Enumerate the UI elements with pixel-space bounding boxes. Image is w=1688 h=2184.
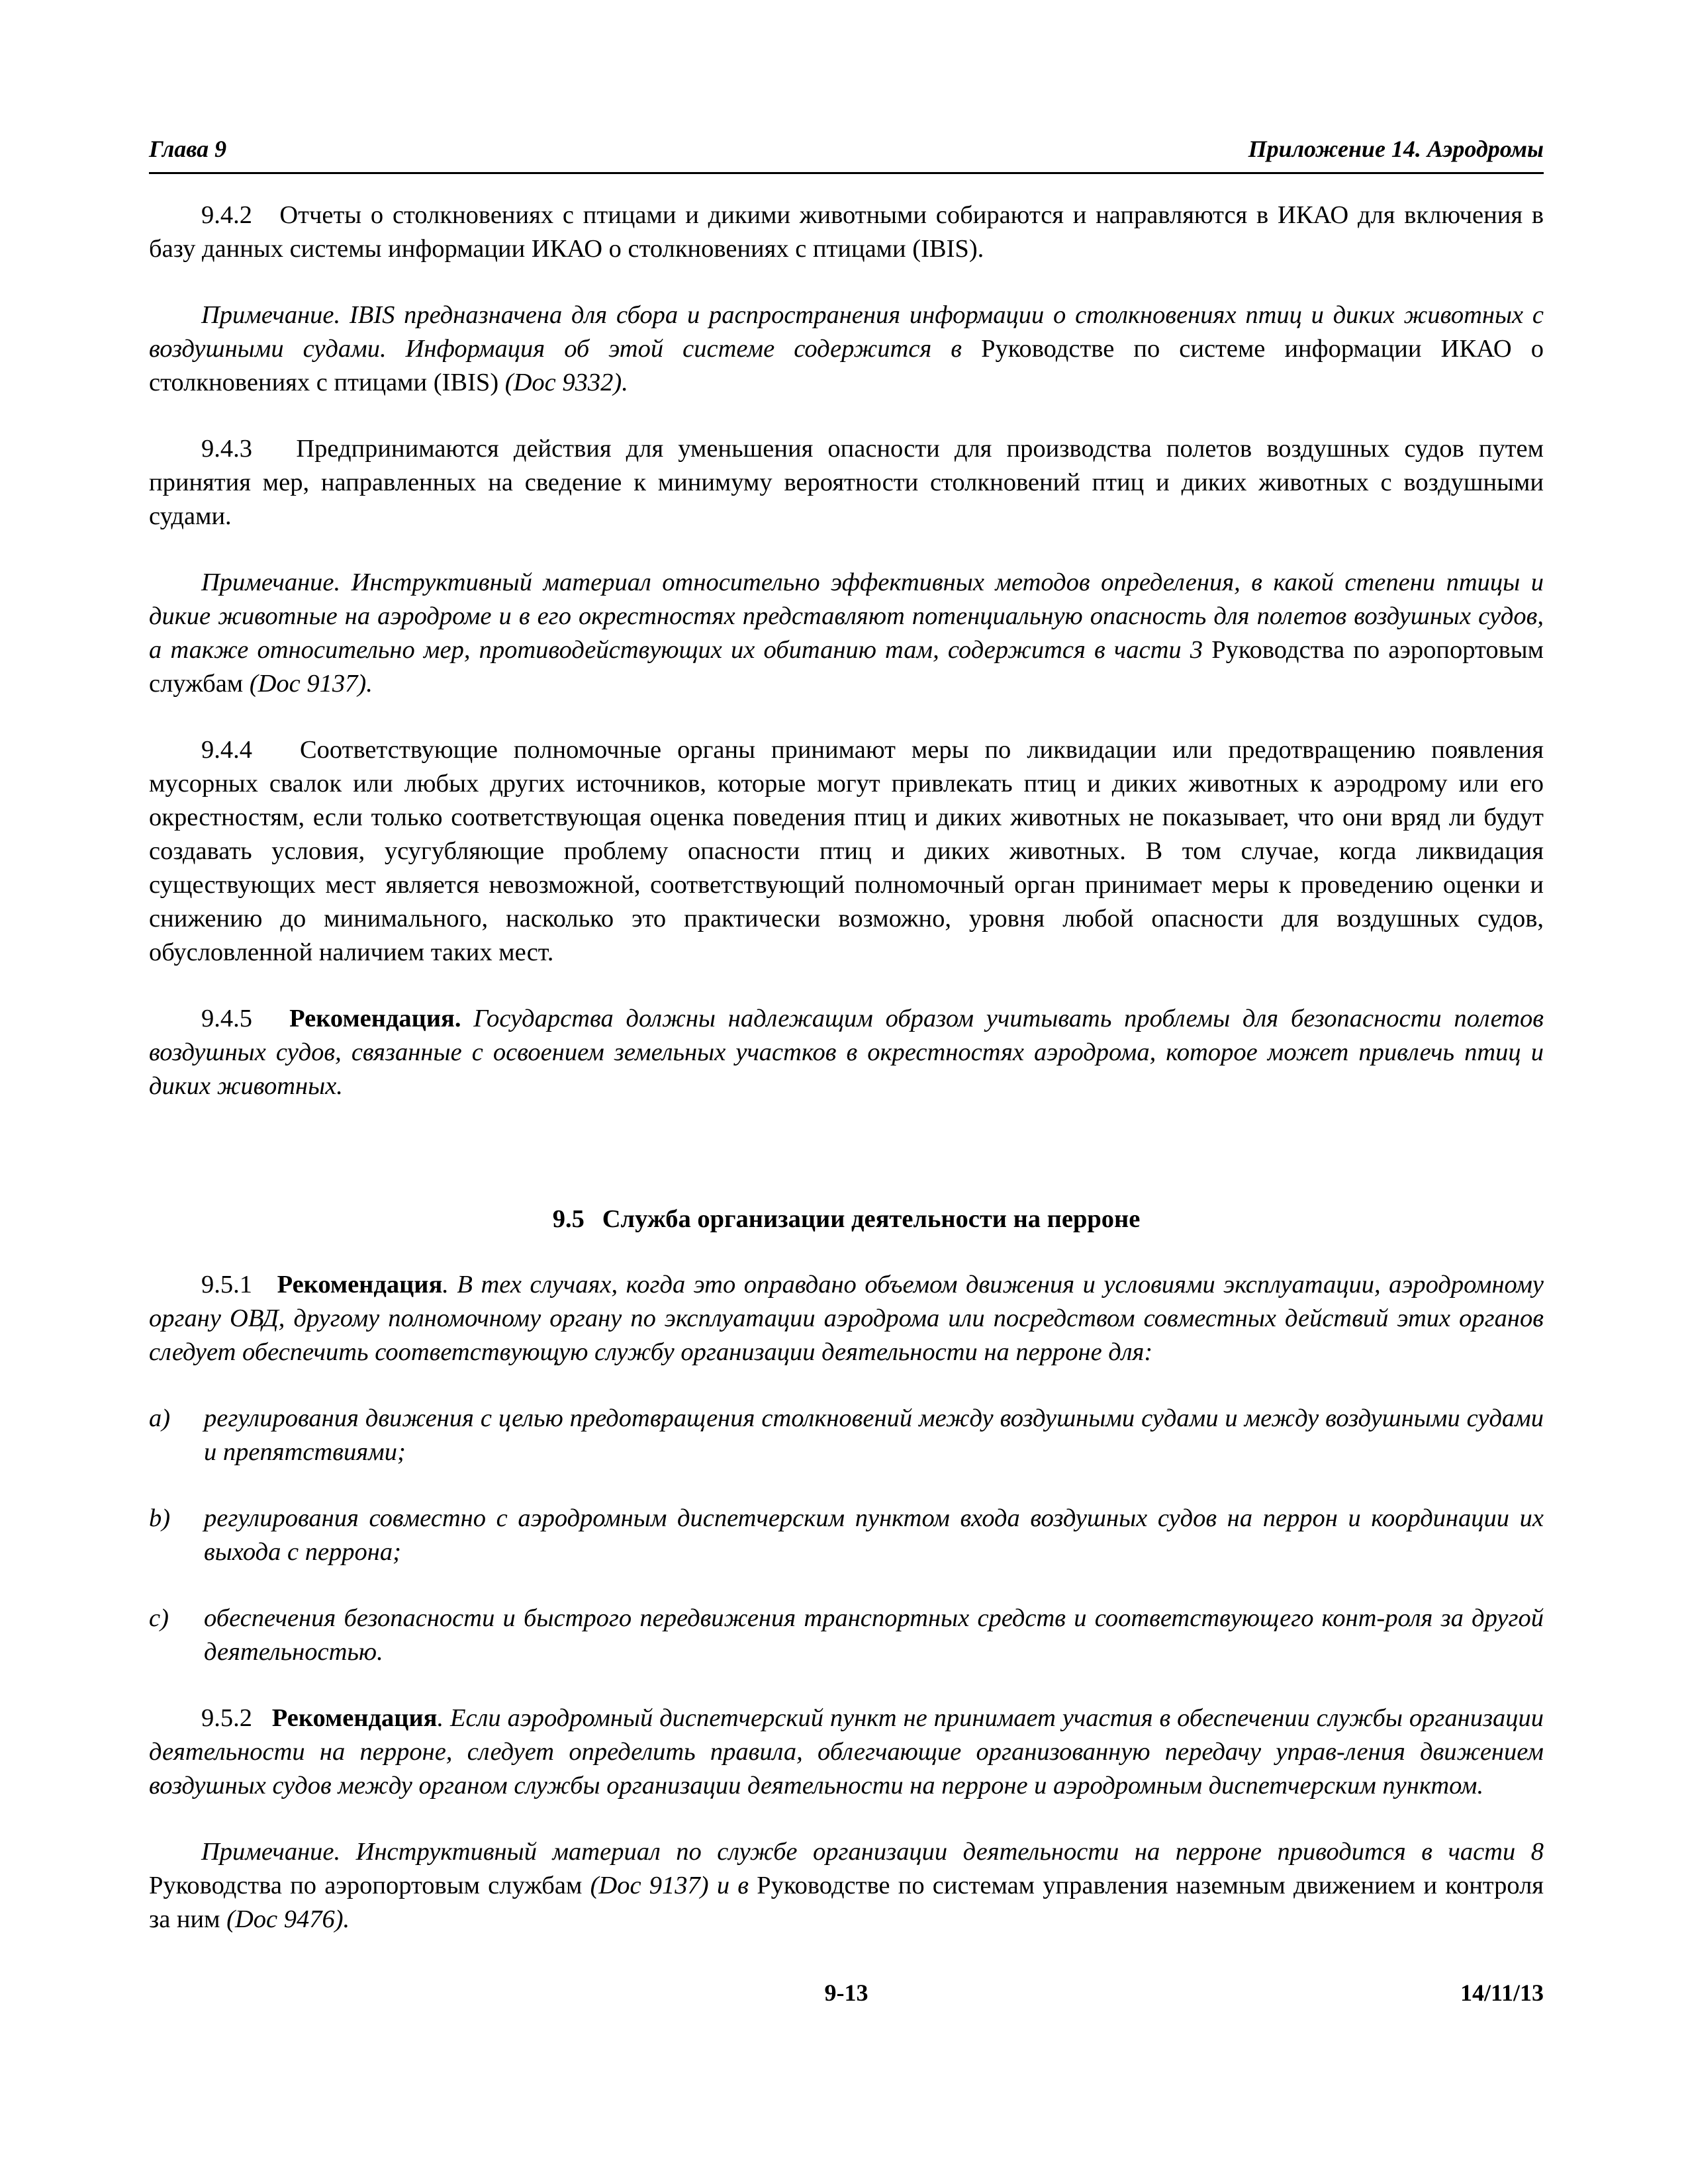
page-footer	[149, 1979, 1544, 2012]
note-label: Примечание.	[201, 301, 341, 329]
section-heading-9-5	[149, 1203, 1544, 1236]
paragraph-9-4-5	[149, 1002, 1544, 1103]
paragraph-text: Государства должны надлежащим образом учитывать проблемы для безопасности полетов воздушных судов, связанные с освоением земельных участков в окрестностях аэродрома, которое может привлечь птиц и диких животных.	[149, 1005, 1544, 1100]
annex-title: Приложение 14. Аэродромы	[1248, 136, 1544, 162]
list-item-b	[149, 1502, 1544, 1569]
paragraph-text: Отчеты о столкновениях с птицами и дикими животными собираются и направляются в ИКАО для включения в базу данных системы информации ИКАО о столкновениях с птицами (IBIS).	[149, 201, 1544, 263]
page-body	[149, 199, 1544, 1936]
paragraph-number: 9.4.2	[201, 201, 252, 229]
doc-reference-number: (Doc 9137).	[249, 670, 373, 698]
paragraph-9-4-2	[149, 199, 1544, 266]
paragraph-text: . Если аэродромный диспетчерский пункт не принимает участия в обеспечении службы организации деятельности на перроне, следует определить правила, облегчающие организованную передачу управ-ления движением воздушных судов между органом службы организации деятельности на перроне и аэродромным диспетчерским пунктом.	[149, 1704, 1544, 1799]
paragraph-number: 9.4.4	[201, 736, 252, 764]
doc-reference-number: (Doc 9332).	[504, 369, 628, 396]
paragraph-9-5-1	[149, 1268, 1544, 1369]
doc-reference-title-2: Руководстве по системам управления наземным движением и контроля за ним	[149, 1872, 1544, 1933]
paragraph-text: Соответствующие полномочные органы принимают меры по ликвидации или предотвращению появления мусорных свалок или любых других источников, которые могут привлекать птиц и диких животных к аэродрому или его окрестностям, если только соответствующая оценка поведения птиц и диких животных не показывает, что они вряд ли будут создавать условия, усугубляющие проблему опасности птиц и диких животных. В том случае, когда ликвидация существующих мест является невозможной, соответствующий полномочный орган принимает меры к проведению оценки и снижению до минимального, насколько это практически возможно, уровня любой опасности для воздушных судов, обусловленной наличием таких мест.	[149, 736, 1544, 966]
list-item-a	[149, 1402, 1544, 1469]
doc-reference-number: (Doc 9137) и в	[590, 1872, 749, 1899]
paragraph-9-5-2	[149, 1702, 1544, 1803]
recommendation-label: Рекомендация.	[289, 1005, 461, 1032]
doc-reference-title: Руководства по аэропортовым службам	[149, 1872, 583, 1899]
page-number: 9-13	[824, 1979, 868, 2006]
note-label: Примечание.	[201, 569, 341, 596]
list-marker: b)	[149, 1504, 171, 1532]
note-9-5-2	[149, 1835, 1544, 1936]
page-header	[149, 131, 1544, 174]
note-9-4-2	[149, 298, 1544, 400]
paragraph-9-4-3	[149, 432, 1544, 533]
revision-date: 14/11/13	[1460, 1979, 1544, 2006]
chapter-label: Глава 9	[149, 136, 227, 162]
note-9-4-3	[149, 566, 1544, 701]
list-item-text: регулирования совместно с аэродромным диспетчерским пунктом входа воздушных судов на перрон и координации их выхода с перрона;	[204, 1504, 1544, 1566]
paragraph-number: 9.4.5	[201, 1005, 252, 1032]
list-item-c	[149, 1602, 1544, 1669]
paragraph-9-4-4	[149, 733, 1544, 970]
note-text: Инструктивный материал относительно эффективных методов определения, в какой степени птицы и дикие животные на аэродроме и в его окрестностях представляют потенциальную опасность для полетов воздушных судов, а также относительно мер, противодействующих их обитанию там, содержится в части 3	[149, 569, 1544, 664]
paragraph-number: 9.5.1	[201, 1271, 252, 1298]
note-label: Примечание.	[201, 1838, 341, 1866]
note-text: Инструктивный материал по службе организации деятельности на перроне приводится в части 8	[355, 1838, 1544, 1866]
paragraph-text: Предпринимаются действия для уменьшения опасности для производства полетов воздушных судов путем принятия мер, направленных на сведение к минимуму вероятности столкновений птиц и диких животных с воздушными судами.	[149, 435, 1544, 530]
recommendation-label: Рекомендация	[271, 1704, 438, 1732]
section-title: Служба организации деятельности на перроне	[602, 1205, 1141, 1233]
doc-reference-title: Руководстве по системе информации ИКАО о столкновениях с птицами (IBIS)	[149, 335, 1544, 396]
recommendation-label: Рекомендация	[277, 1271, 443, 1298]
list-item-text: обеспечения безопасности и быстрого передвижения транспортных средств и соответствующего конт-роля за другой деятельностью.	[204, 1604, 1544, 1666]
note-text: IBIS предназначена для сбора и распространения информации о столкновениях птиц и диких животных с воздушными судами. Информация об этой системе содержится в	[149, 301, 1544, 363]
paragraph-number: 9.5.2	[201, 1704, 252, 1732]
doc-reference-number-2: (Doc 9476).	[226, 1905, 350, 1933]
list-item-text: регулирования движения с целью предотвращения столкновений между воздушными судами и между воздушными судами и препятствиями;	[204, 1404, 1544, 1466]
paragraph-number: 9.4.3	[201, 435, 252, 463]
doc-reference-title: Руководства по аэропортовым службам	[149, 636, 1544, 698]
section-number: 9.5	[552, 1205, 585, 1233]
paragraph-text: . В тех случаях, когда это оправдано объемом движения и условиями эксплуатации, аэродромному органу ОВД, другому полномочному органу по эксплуатации аэродрома или посредством совместных действий этих органов следует обеспечить соответствующую службу организации деятельности на перроне для:	[149, 1271, 1544, 1366]
list-marker: a)	[149, 1404, 171, 1432]
list-marker: c)	[149, 1604, 169, 1632]
